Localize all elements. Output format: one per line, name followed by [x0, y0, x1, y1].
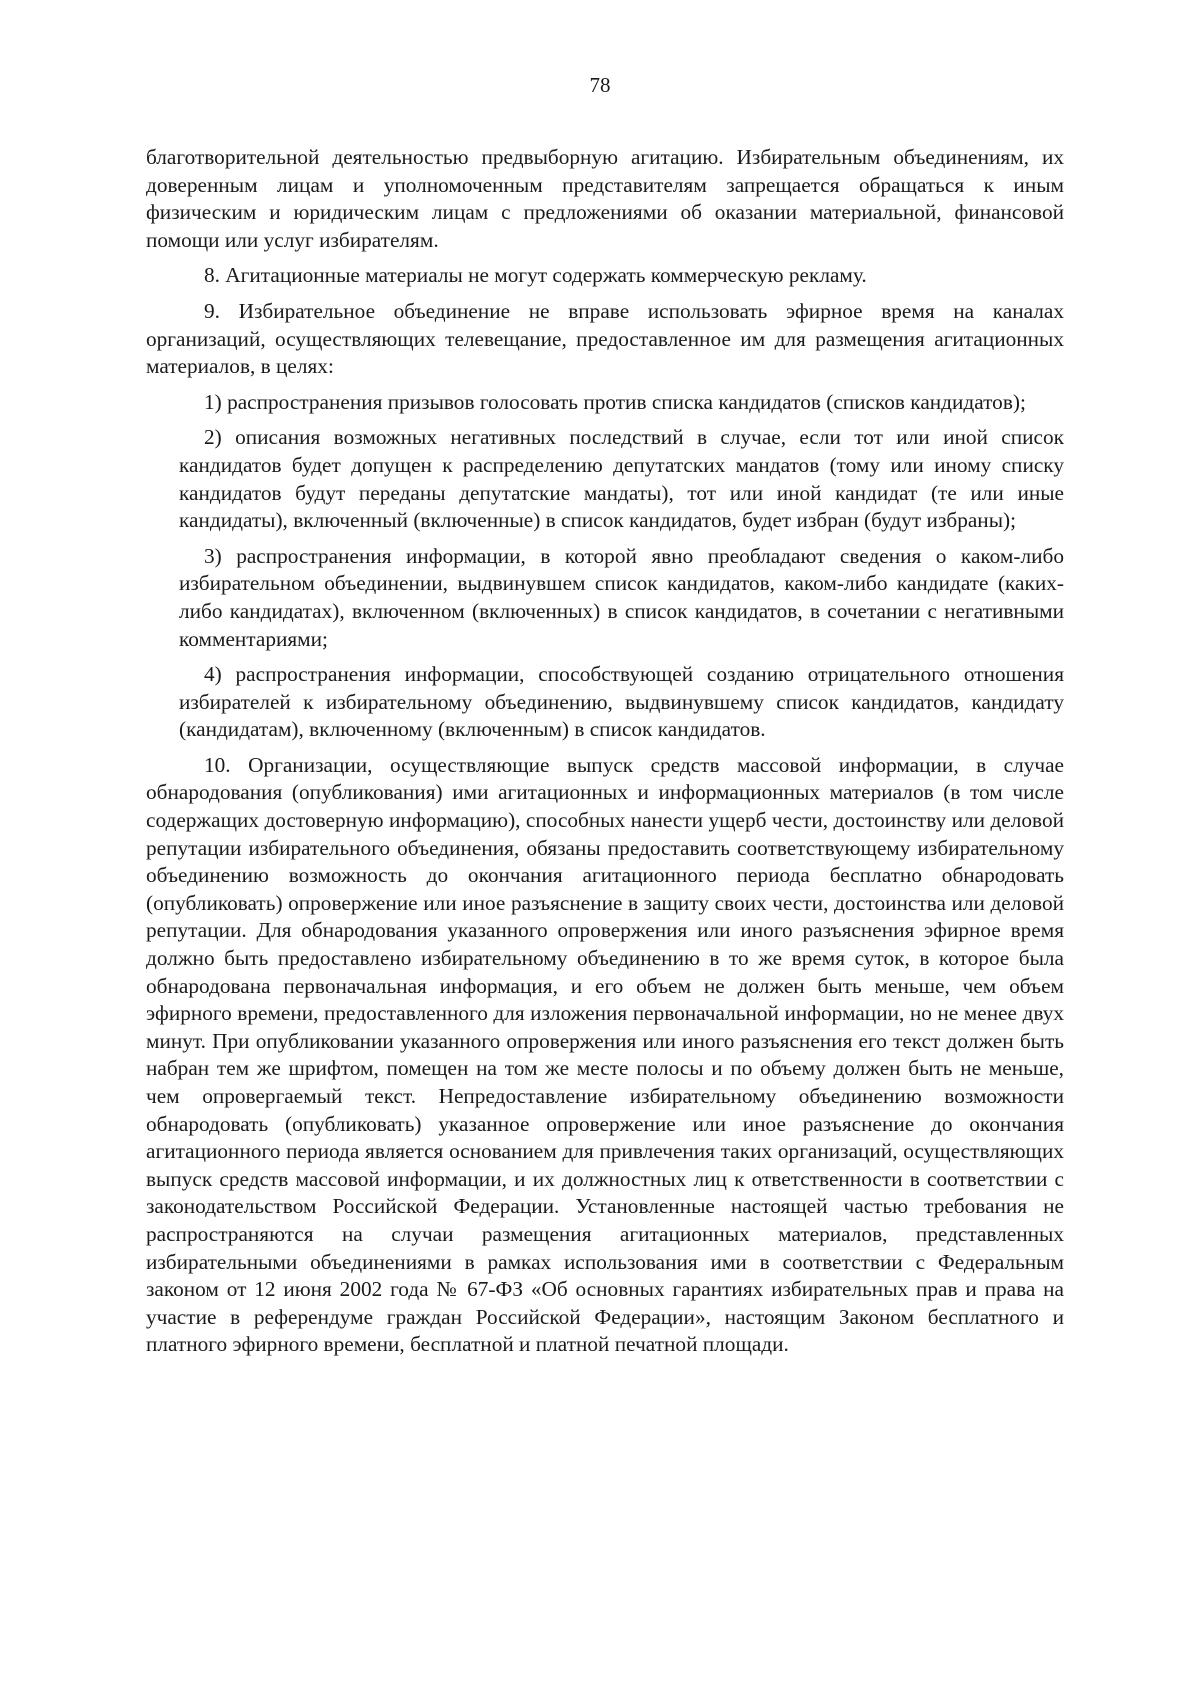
paragraph-continuation: благотворительной деятельностью предвыборную агитацию. Избирательным объединениям, их доверенным лицам и уполномоченным представителям запрещается обращаться к иным физическим и юридическим лицам с предложениями об оказании материальной, финансовой помощи или услуг избирателям. [146, 145, 1064, 252]
paragraph-9-item-2: 2) описания возможных негативных последствий в случае, если тот или иной список кандидатов будет допущен к распределению депутатских мандатов (тому или иному списку кандидатов будут переданы депутатские мандаты), тот или иной кандидат (те или иные кандидаты), включенный (включенные) в список кандидатов, будет избран (будут избраны); [179, 425, 1064, 533]
paragraph-9-item-3: 3) распространения информации, в которой явно преобладают сведения о каком-либо избирательном объединении, выдвинувшем список кандидатов, каком-либо кандидате (каких-либо кандидатах), включенном (включенных) в список кандидатов, в сочетании с негативными комментариями; [179, 543, 1064, 651]
paragraph-9-item-1: 1) распространения призывов голосовать против списка кандидатов (списков кандидатов); [204, 389, 1026, 414]
paragraph-9-item-4: 4) распространения информации, способствующей созданию отрицательного отношения избирателей к избирательному объединению, выдвинувшему список кандидатов, кандидату (кандидатам), включенному (включенным) в список кандидатов. [179, 662, 1064, 742]
paragraph-8: 8. Агитационные материалы не могут содержать коммерческую рекламу. [204, 263, 867, 288]
page-number: 78 [589, 73, 611, 97]
paragraph-10: 10. Организации, осуществляющие выпуск средств массовой информации, в случае обнародования (опубликования) ими агитационных и информационных материалов (в том числе содержащих достоверную информацию), способных нанести ущерб чести, достоинству или деловой репутации избирательного объединения, обязаны предоставить соответствующему избирательному объединению возможность до окончания агитационного периода бесплатно обнародовать (опубликовать) опровержение или иное разъяснение в защиту своих чести, достоинства или деловой репутации. Для обнародования указанного опровержения или иного разъяснения эфирное время должно быть предоставлено избирательному объединению в то же время суток, в которое была обнародована первоначальная информация, и его объем не должен быть меньше, чем объем эфирного времени, предоставленного для изложения первоначальной информации, но не менее двух минут. При опубликовании указанного опровержения или иного разъяснения его текст должен быть набран тем же шрифтом, помещен на том же месте полосы и по объему должен быть не меньше, чем опровергаемый текст. Непредоставление избирательному объединению возможности обнародовать (опубликовать) указанное опровержение или иное разъяснение до окончания агитационного периода является основанием для привлечения таких организаций, осуществляющих выпуск средств массовой информации, и их должностных лиц к ответственности в соответствии с законодательством Российской Федерации. Установленные настоящей частью требования не распространяются на случаи размещения агитационных материалов, представленных избирательными объединениями в рамках использования ими в соответствии с Федеральным законом от 12 июня 2002 года № 67-ФЗ «Об основных гарантиях избирательных прав и права на участие в референдуме граждан Российской Федерации», настоящим Законом бесплатного и платного эфирного времени, бесплатной и платной печатной площади. [146, 752, 1064, 1357]
paragraph-9: 9. Избирательное объединение не вправе использовать эфирное время на каналах организаций, осуществляющих телевещание, предоставленное им для размещения агитационных материалов, в целях: [146, 298, 1064, 379]
document-body [146, 144, 1064, 1367]
